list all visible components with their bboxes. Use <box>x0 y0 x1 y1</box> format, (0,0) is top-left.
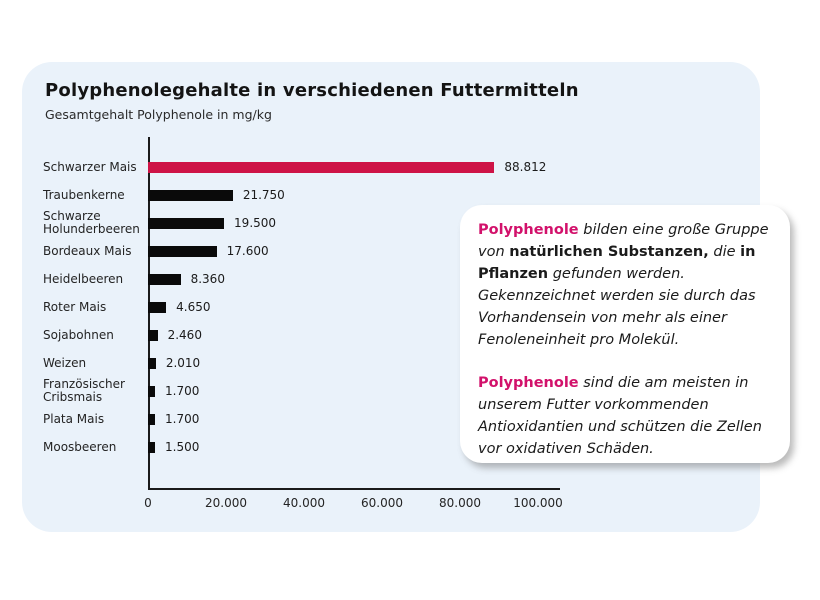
info-paragraph <box>478 219 772 351</box>
category-label: Französischer Cribsmais <box>43 377 125 404</box>
infographic-card <box>22 62 769 532</box>
value-label: 88.812 <box>504 160 547 174</box>
info-paragraph <box>478 372 772 460</box>
brand-keyword: Polyphenole <box>478 375 579 391</box>
category-label: Bordeaux Mais <box>43 243 132 258</box>
value-label: 1.700 <box>165 384 200 398</box>
bar <box>148 414 155 425</box>
bar <box>148 442 155 453</box>
x-tick-label: 40.000 <box>283 496 325 510</box>
bar <box>148 162 494 173</box>
info-box <box>460 205 790 463</box>
category-label: Sojabohnen <box>43 327 114 342</box>
text-segment: in Pflanzen <box>478 244 756 282</box>
x-tick-label: 100.000 <box>513 496 563 510</box>
text-segment: bilden eine große Gruppe von <box>478 222 769 260</box>
text-segment: gefunden werden. Gekennzeichnet werden sie durch das Vorhandensein von mehr als einer Fenoleneinheit pro Molekül. <box>478 266 756 348</box>
value-label: 2.460 <box>167 328 202 342</box>
category-label: Moosbeeren <box>43 439 117 454</box>
bar <box>148 358 156 369</box>
category-label: Weizen <box>43 355 87 370</box>
category-label: Heidelbeeren <box>43 271 124 286</box>
x-tick-label: 0 <box>144 496 152 510</box>
bar <box>148 330 158 341</box>
value-label: 17.600 <box>226 244 269 258</box>
bar <box>148 386 155 397</box>
bar-row <box>43 153 603 181</box>
category-label: Roter Mais <box>43 299 107 314</box>
category-label: Schwarzer Mais <box>43 159 137 174</box>
x-tick-label: 80.000 <box>439 496 481 510</box>
value-label: 19.500 <box>234 216 277 230</box>
brand-keyword: Polyphenole <box>478 222 579 238</box>
page-title: Polyphenolegehalte in verschiedenen Futtermitteln <box>45 80 579 101</box>
value-label: 1.500 <box>165 440 200 454</box>
text-segment: natürlichen Substanzen, <box>509 244 709 260</box>
bar <box>148 190 233 201</box>
value-label: 1.700 <box>165 412 200 426</box>
x-axis-line <box>148 488 560 490</box>
category-label: Schwarze Holunderbeeren <box>43 209 140 236</box>
x-tick-label: 20.000 <box>205 496 247 510</box>
bar <box>148 274 181 285</box>
value-label: 4.650 <box>176 300 211 314</box>
info-box-content <box>478 219 772 460</box>
text-segment: sind die am meisten in unserem Futter vorkommenden Antioxidantien und schützen die Zellen vor oxidativen Schäden. <box>478 375 762 457</box>
page-subtitle: Gesamtgehalt Polyphenole in mg/kg <box>45 107 272 122</box>
bar <box>148 218 224 229</box>
bar <box>148 246 217 257</box>
value-label: 2.010 <box>165 356 201 370</box>
category-label: Plata Mais <box>43 411 105 426</box>
value-label: 8.360 <box>190 272 225 286</box>
text-segment: die <box>708 244 741 260</box>
x-axis-ticks <box>22 496 760 512</box>
bar <box>148 302 166 313</box>
category-label: Traubenkerne <box>43 187 125 202</box>
value-label: 21.750 <box>242 188 285 202</box>
x-tick-label: 60.000 <box>361 496 403 510</box>
